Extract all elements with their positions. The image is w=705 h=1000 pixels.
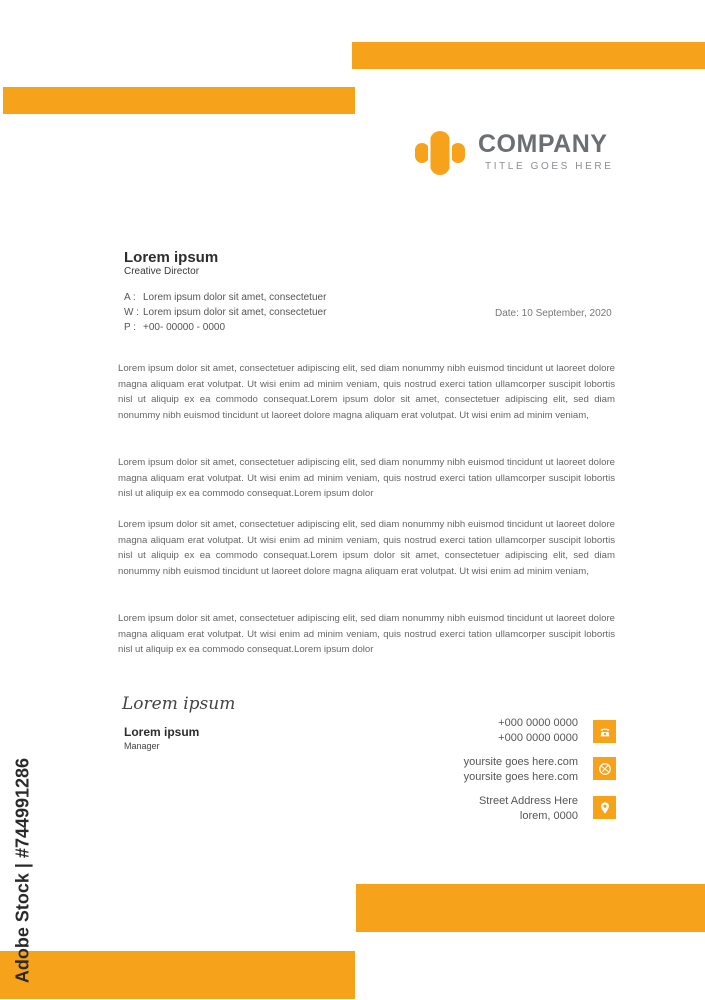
decorative-bar-bottom-right <box>356 884 705 932</box>
company-name: COMPANY <box>478 130 608 158</box>
contact-value: Lorem ipsum dolor sit amet, consectetuer <box>143 292 327 303</box>
footer-address-text <box>479 794 578 824</box>
handwritten-signature: Lorem ipsum <box>122 694 236 714</box>
signoff-role: Manager <box>124 741 160 751</box>
stock-id-text: Adobe Stock | #744991286 <box>12 757 33 984</box>
footer-website-text <box>464 755 578 785</box>
contact-website <box>124 307 326 318</box>
decorative-bar-top-left <box>3 87 355 114</box>
footer-address-line: lorem, 0000 <box>519 810 578 822</box>
body-paragraph: Lorem ipsum dolor sit amet, consectetuer adipiscing elit, sed diam nonummy nibh euismod tincidunt ut laoreet dolore magna aliquam erat volutpat. Ut wisi enim ad minim veniam, quis nostrud exerci tation ullamcorper suscipit lobortis nisl ut aliquip ex ea commodo consequat.Lorem ipsum dolor <box>118 457 615 500</box>
footer-website-line: yoursite goes here.com <box>463 771 578 783</box>
phone-icon-glyph <box>598 725 612 739</box>
decorative-bar-top-right <box>352 42 705 69</box>
letter-date: Date: 10 September, 2020 <box>495 308 612 319</box>
signoff-name: Lorem ipsum <box>124 725 200 739</box>
location-pin-icon-glyph <box>598 801 612 815</box>
footer-website-line: yoursite goes here.com <box>463 756 578 768</box>
company-logo-icon <box>415 130 465 176</box>
footer-address-line: Street Address Here <box>478 795 578 807</box>
globe-icon-glyph <box>598 762 612 776</box>
company-logo <box>415 130 635 180</box>
footer-phone-text <box>498 716 578 746</box>
footer-phone-line: +000 0000 0000 <box>498 717 578 729</box>
contact-phone <box>124 322 225 333</box>
sender-role: Creative Director <box>124 266 200 277</box>
phone-icon <box>593 720 616 743</box>
company-tagline: TITLE GOES HERE <box>485 161 614 172</box>
contact-value: Lorem ipsum dolor sit amet, consectetuer <box>143 307 327 318</box>
body-paragraph: Lorem ipsum dolor sit amet, consectetuer adipiscing elit, sed diam nonummy nibh euismod tincidunt ut laoreet dolore magna aliquam erat volutpat. Ut wisi enim ad minim veniam, quis nostrud exerci tation ullamcorper suscipit lobortis nisl ut aliquip ex ea commodo consequat.Lorem ipsum dolor <box>118 613 615 656</box>
globe-icon <box>593 757 616 780</box>
body-paragraph: Lorem ipsum dolor sit amet, consectetuer adipiscing elit, sed diam nonummy nibh euismod tincidunt ut laoreet dolore magna aliquam erat volutpat. Ut wisi enim ad minim veniam, quis nostrud exerci tation ullamcorper suscipit lobortis nisl ut aliquip ex ea commodo consequat.Lorem ipsum dolor sit amet, consectetuer adipiscing elit, sed diam nonummy nibh euismod tincidunt ut laoreet dolore magna aliquam erat volutpat. Ut wisi enim ad minim veniam, <box>118 363 615 421</box>
footer-phone-line: +000 0000 0000 <box>498 732 578 744</box>
decorative-bar-bottom-left <box>0 951 355 999</box>
contact-key: W : <box>124 307 139 318</box>
stock-id-label <box>10 757 36 986</box>
contact-value: +00- 00000 - 0000 <box>143 322 226 333</box>
sender-name: Lorem ipsum <box>124 249 219 266</box>
contact-key: A : <box>124 292 136 303</box>
location-pin-icon <box>593 796 616 819</box>
body-paragraph: Lorem ipsum dolor sit amet, consectetuer adipiscing elit, sed diam nonummy nibh euismod tincidunt ut laoreet dolore magna aliquam erat volutpat. Ut wisi enim ad minim veniam, quis nostrud exerci tation ullamcorper suscipit lobortis nisl ut aliquip ex ea commodo consequat.Lorem ipsum dolor sit amet, consectetuer adipiscing elit, sed diam nonummy nibh euismod tincidunt ut laoreet dolore magna aliquam erat volutpat. Ut wisi enim ad minim veniam, <box>118 519 615 577</box>
contact-key: P : <box>124 322 137 333</box>
contact-address <box>124 292 326 303</box>
